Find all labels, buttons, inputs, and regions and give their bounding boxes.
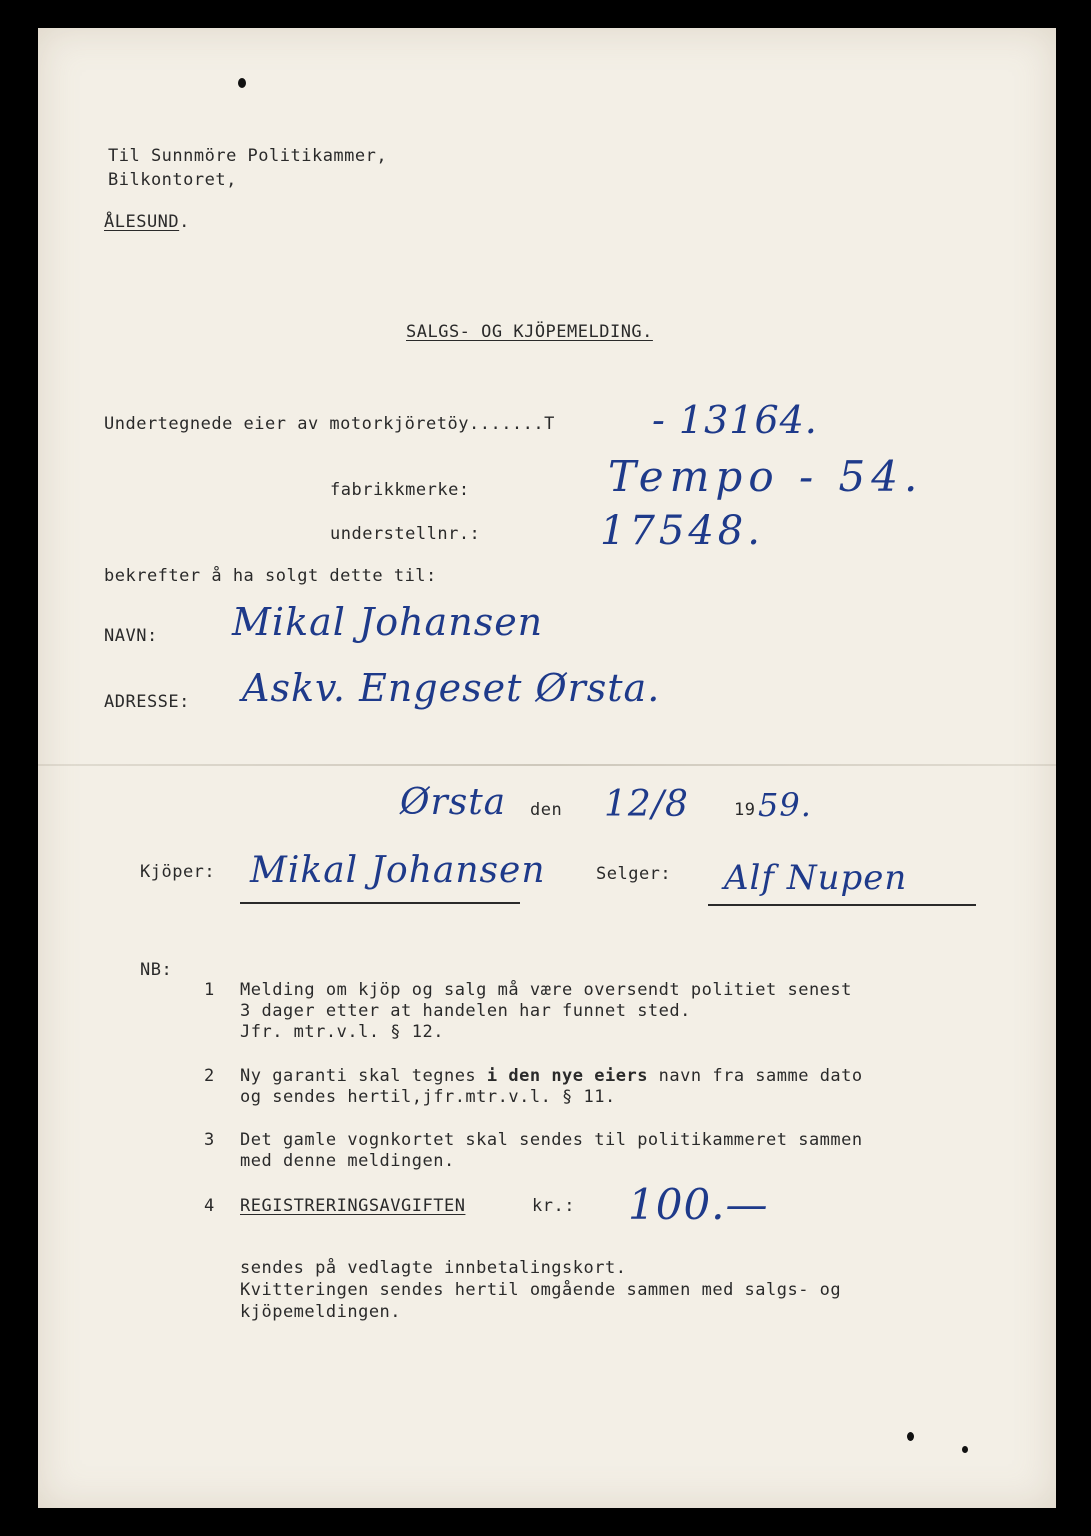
recipient-city-name: ÅLESUND: [104, 212, 180, 232]
owner-label: Undertegnede eier av motorkjöretöy.......T: [104, 414, 555, 434]
make-value-handwritten: Tempo - 54.: [608, 452, 924, 501]
year-prefix: 19: [734, 800, 756, 820]
nb-item-2-line-1: [240, 1066, 863, 1086]
ink-speck: [907, 1432, 914, 1441]
nb-item-4-number: 4: [204, 1196, 215, 1216]
address-label: ADRESSE:: [104, 692, 190, 712]
ink-speck: [238, 78, 246, 88]
chassis-value-handwritten: 17548.: [600, 508, 764, 554]
recipient-line-1: Til Sunnmöre Politikammer,: [108, 146, 388, 166]
date-den: den: [530, 800, 563, 820]
nb-item-1-number: 1: [204, 980, 215, 1000]
ink-speck: [962, 1446, 968, 1453]
nb-item-3-number: 3: [204, 1130, 215, 1150]
nb-item-1-line-3: Jfr. mtr.v.l. § 12.: [240, 1022, 444, 1042]
nb-item-1-line-2: 3 dager etter at handelen har funnet sted.: [240, 1001, 691, 1021]
nb-item-2-line-2: og sendes hertil,jfr.mtr.v.l. § 11.: [240, 1087, 616, 1107]
registration-number-handwritten: - 13164.: [652, 398, 818, 442]
fee-currency: kr.:: [532, 1196, 575, 1216]
fee-label: REGISTRERINGSAVGIFTEN: [240, 1196, 466, 1216]
recipient-line-2: Bilkontoret,: [108, 170, 237, 190]
confirm-text: bekrefter å ha solgt dette til:: [104, 566, 437, 586]
footer-line-1: sendes på vedlagte innbetalingskort.: [240, 1258, 627, 1278]
buyer-signature-line: [240, 902, 520, 904]
paper-fold-line: [38, 764, 1056, 766]
nb-item-2-text-bold: i den nye eiers: [486, 1066, 648, 1086]
nb-item-2-text-a: Ny garanti skal tegnes: [240, 1066, 487, 1086]
nb-item-3-line-2: med denne meldingen.: [240, 1151, 455, 1171]
footer-line-3: kjöpemeldingen.: [240, 1302, 402, 1322]
seller-signature-line: [708, 904, 976, 906]
date-handwritten: 12/8: [604, 784, 689, 825]
place-handwritten: Ørsta: [400, 782, 507, 823]
fee-value-handwritten: 100.—: [628, 1180, 769, 1229]
nb-item-2-text-c: navn fra samme dato: [647, 1066, 863, 1086]
nb-item-1-line-1: Melding om kjöp og salg må være oversendt politiet senest: [240, 980, 852, 1000]
recipient-city: [104, 212, 190, 232]
make-label: fabrikkmerke:: [330, 480, 470, 500]
name-label: NAVN:: [104, 626, 158, 646]
footer-line-2: Kvitteringen sendes hertil omgående sammen med salgs- og: [240, 1280, 842, 1300]
nb-label: NB:: [140, 960, 173, 980]
buyer-signature-label: Kjöper:: [140, 862, 216, 882]
buyer-signature: Mikal Johansen: [250, 850, 546, 891]
seller-signature: Alf Nupen: [724, 858, 908, 898]
recipient-city-period: .: [179, 212, 190, 232]
nb-item-2-number: 2: [204, 1066, 215, 1086]
buyer-name-handwritten: Mikal Johansen: [232, 600, 544, 644]
nb-item-3-line-1: Det gamle vognkortet skal sendes til politikammeret sammen: [240, 1130, 863, 1150]
year-suffix-handwritten: 59.: [758, 786, 812, 824]
chassis-label: understellnr.:: [330, 524, 481, 544]
seller-signature-label: Selger:: [596, 864, 672, 884]
document-title: SALGS- OG KJÖPEMELDING.: [406, 322, 653, 342]
buyer-address-handwritten: Askv. Engeset Ørsta.: [242, 666, 661, 710]
